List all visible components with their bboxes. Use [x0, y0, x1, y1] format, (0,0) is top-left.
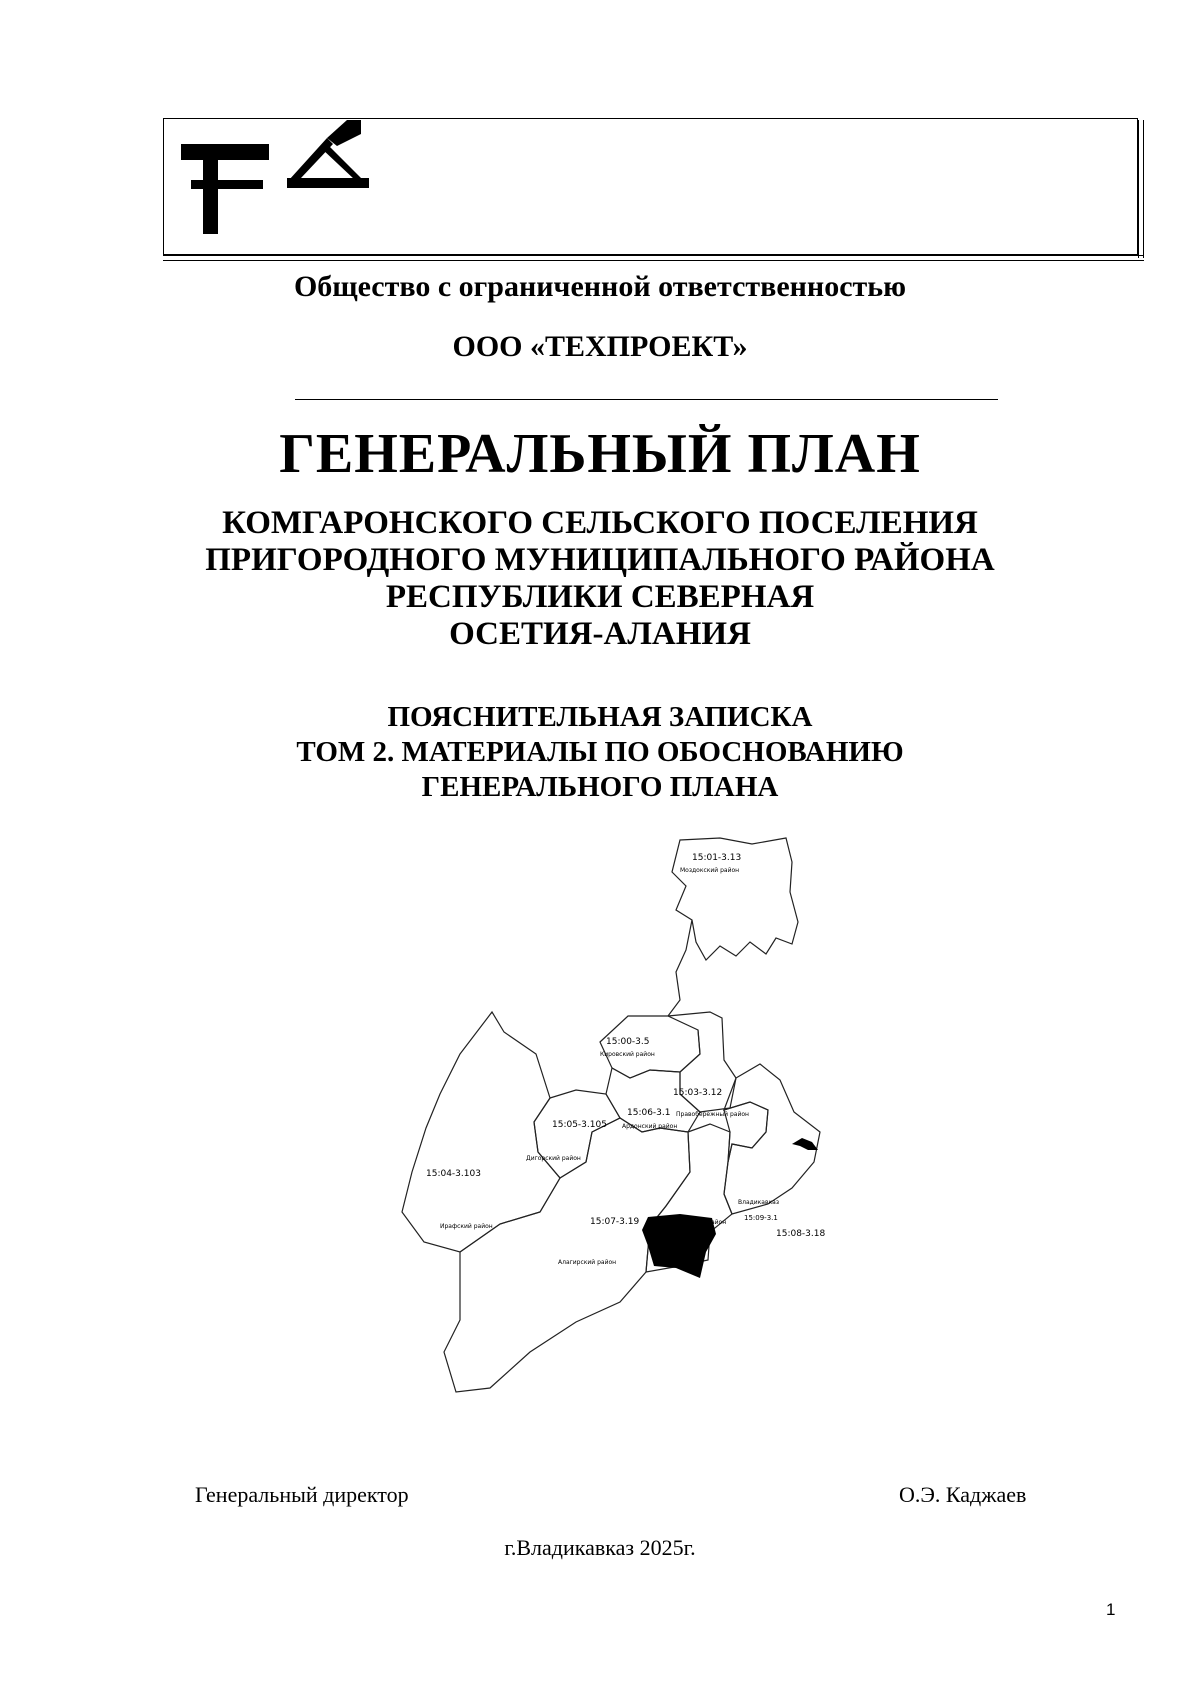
volume-subtitle: [0, 700, 1200, 805]
map-label-name: Ирафский район: [440, 1223, 493, 1230]
organization-full-name: Общество с ограниченной ответственностью: [293, 270, 907, 303]
map-label-name: Владикавказ: [738, 1199, 780, 1206]
city-year: г.Владикавказ 2025г.: [504, 1535, 696, 1560]
map-label-name: Алагирский район: [558, 1259, 617, 1266]
map-label-code: 15:03-3.12: [673, 1088, 723, 1098]
map-label-name: Кировский район: [600, 1051, 655, 1058]
district-map: [380, 832, 920, 1432]
volume-line: ГЕНЕРАЛЬНОГО ПЛАНА: [421, 771, 779, 803]
map-label-code: 15:05-3.105: [552, 1120, 607, 1130]
map-label-name: Ардонский район: [622, 1123, 678, 1130]
organization-short-name: ООО «ТЕХПРОЕКТ»: [452, 330, 748, 363]
page-number: 1: [1106, 1600, 1116, 1619]
volume-line: ТОМ 2. МАТЕРИАЛЫ ПО ОБОСНОВАНИЮ: [296, 736, 904, 768]
district-boundaries: [402, 838, 820, 1392]
document-title: ГЕНЕРАЛЬНЫЙ ПЛАН: [279, 423, 921, 485]
map-label-code: 15:04-3.103: [426, 1169, 481, 1179]
map-marker-icon: [792, 1138, 818, 1150]
map-label-code: 15:06-3.1: [627, 1108, 671, 1118]
subtitle-line: КОМГАРОНСКОГО СЕЛЬСКОГО ПОСЕЛЕНИЯ: [222, 505, 978, 541]
logo-frame-shadow-right: [1138, 120, 1144, 258]
map-label-code: 15:01-3.13: [692, 853, 742, 863]
map-label-name: Моздокский район: [680, 867, 740, 874]
map-label-code: 15:00-3.5: [606, 1037, 650, 1047]
logo-frame: [163, 118, 1138, 255]
settlement-subtitle: [0, 505, 1200, 653]
map-label-name: Пригородный район: [662, 1219, 727, 1226]
map-label-code: 15:08-3.18: [776, 1229, 826, 1239]
map-label-code: 15:07-3.19: [590, 1217, 640, 1227]
subtitle-line: ПРИГОРОДНОГО МУНИЦИПАЛЬНОГО РАЙОНА: [205, 542, 995, 578]
subtitle-line: РЕСПУБЛИКИ СЕВЕРНАЯ: [385, 579, 815, 615]
separator-line: [295, 399, 998, 400]
map-label-name: Дигорский район: [526, 1155, 581, 1162]
company-logo-icon: [177, 118, 377, 238]
logo-frame-shadow-bottom: [163, 255, 1144, 261]
map-label-code: 15:09-3.1: [744, 1214, 778, 1222]
map-label-name: Правобережный район: [676, 1111, 749, 1118]
signatory-name: О.Э. Каджаев: [899, 1482, 1027, 1507]
signatory-position: Генеральный директор: [195, 1482, 409, 1507]
subtitle-line: ОСЕТИЯ-АЛАНИЯ: [449, 616, 751, 652]
volume-line: ПОЯСНИТЕЛЬНАЯ ЗАПИСКА: [387, 701, 813, 733]
